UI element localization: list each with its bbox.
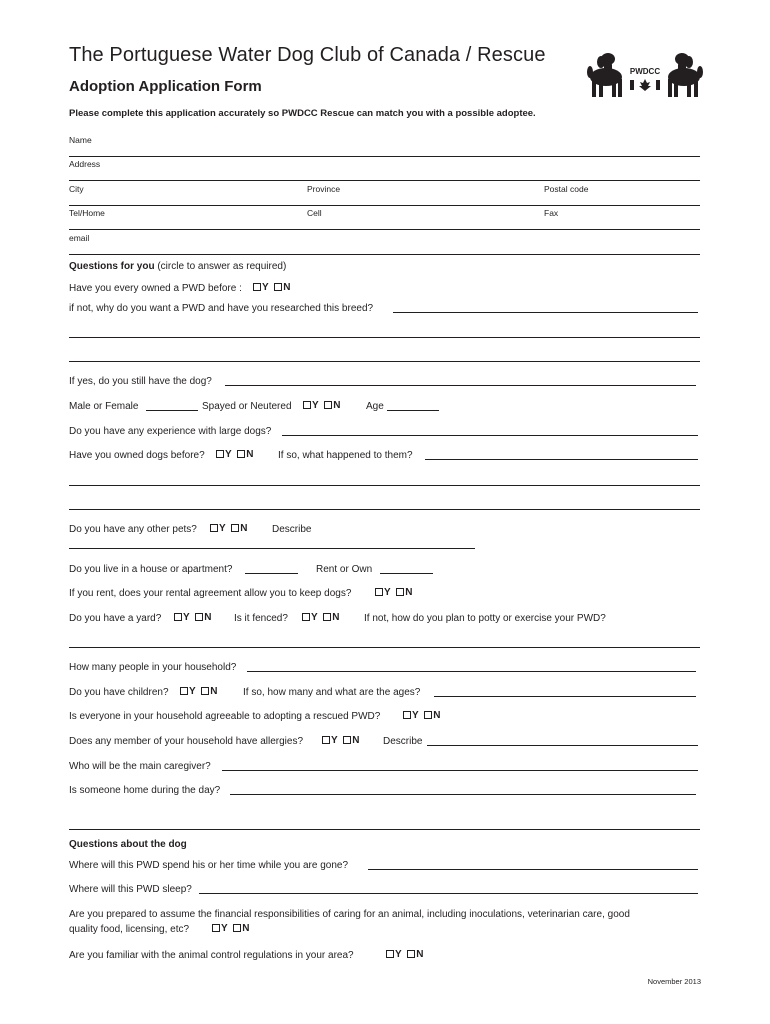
city-province-postal-row[interactable] [69, 182, 700, 206]
allergies-yn[interactable]: Y N [322, 735, 359, 746]
q-age: Age [366, 401, 384, 412]
q-potty: If not, how do you plan to potty or exercise your PWD? [364, 613, 606, 624]
answer-line[interactable] [69, 647, 700, 648]
yard-no-checkbox[interactable] [195, 613, 203, 621]
male-female-line[interactable] [146, 401, 198, 411]
owned-before-yes-checkbox[interactable] [216, 450, 224, 458]
owned-pwd-no-checkbox[interactable] [274, 283, 282, 291]
q-financial-line-1: Are you prepared to assume the financial responsibilities of caring for an animal, including inoculations, veterinarian care, good [69, 909, 630, 920]
q-male-female: Male or Female [69, 401, 139, 412]
regulations-yn[interactable]: Y N [386, 949, 423, 960]
other-pets-yn[interactable]: Y N [210, 523, 247, 534]
pets-describe-line[interactable] [69, 539, 475, 549]
q-large-dogs: Do you have any experience with large dogs? [69, 426, 272, 437]
agreeable-no-checkbox[interactable] [424, 711, 432, 719]
spayed-yes-checkbox[interactable] [303, 401, 311, 409]
q-fenced: Is it fenced? [234, 613, 288, 624]
allergies-yes-checkbox[interactable] [322, 736, 330, 744]
q-sleep: Where will this PWD sleep? [69, 884, 192, 895]
allergies-no-checkbox[interactable] [343, 736, 351, 744]
rental-no-checkbox[interactable] [396, 588, 404, 596]
pwdcc-logo [586, 50, 704, 100]
rental-agreement-yn[interactable]: Y N [375, 587, 412, 598]
spend-time-line[interactable] [368, 860, 698, 870]
q-home-day: Is someone home during the day? [69, 785, 221, 796]
owned-pwd-yes-checkbox[interactable] [253, 283, 261, 291]
household-people-line[interactable] [247, 662, 696, 672]
q-spayed: Spayed or Neutered [202, 401, 292, 412]
q-rental-agreement: If you rent, does your rental agreement allow you to keep dogs? [69, 588, 352, 599]
q-other-pets: Do you have any other pets? [69, 524, 197, 535]
other-pets-yes-checkbox[interactable] [210, 524, 218, 532]
footer-date: November 2013 [647, 977, 701, 986]
financial-yn[interactable]: Y N [212, 923, 249, 934]
children-ages-line[interactable] [434, 687, 696, 697]
section-dog-heading [69, 839, 187, 850]
children-yn[interactable]: Y N [180, 686, 217, 697]
email-field[interactable] [69, 231, 700, 255]
postal-code-label: Postal code [544, 184, 589, 194]
q-why-pwd: if not, why do you want a PWD and have you researched this breed? [69, 303, 374, 314]
agreeable-yn[interactable]: Y N [403, 710, 440, 721]
agreeable-yes-checkbox[interactable] [403, 711, 411, 719]
form-subtitle: Adoption Application Form [69, 78, 262, 95]
q-owned-pwd: Have you every owned a PWD before : [69, 283, 242, 294]
tel-home-label: Tel/Home [69, 208, 105, 218]
why-pwd-line[interactable] [393, 303, 698, 313]
owned-pwd-yn[interactable]: Y N [253, 282, 290, 293]
section-you-note: (circle to answer as required) [157, 261, 287, 272]
section-you-title: Questions for you [69, 261, 155, 272]
regulations-no-checkbox[interactable] [407, 950, 415, 958]
q-caregiver: Who will be the main caregiver? [69, 761, 211, 772]
q-agreeable: Is everyone in your household agreeable to adopting a rescued PWD? [69, 711, 381, 722]
q-spend-time: Where will this PWD spend his or her time while you are gone? [69, 860, 349, 871]
q-allergies: Does any member of your household have allergies? [69, 736, 304, 747]
owned-before-yn[interactable]: Y N [216, 449, 253, 460]
q-household-people: How many people in your household? [69, 662, 237, 673]
name-field[interactable] [69, 133, 700, 157]
answer-line[interactable] [69, 361, 700, 362]
fenced-no-checkbox[interactable] [323, 613, 331, 621]
spayed-yn[interactable]: Y N [303, 400, 340, 411]
section-divider [69, 829, 700, 830]
form-title: The Portuguese Water Dog Club of Canada / Rescue [69, 44, 546, 66]
city-label: City [69, 184, 84, 194]
allergies-describe-line[interactable] [427, 736, 698, 746]
caregiver-line[interactable] [222, 761, 698, 771]
what-happened-line[interactable] [425, 450, 698, 460]
spayed-no-checkbox[interactable] [324, 401, 332, 409]
province-label: Province [307, 184, 341, 194]
sleep-line[interactable] [199, 884, 698, 894]
answer-line[interactable] [69, 509, 700, 510]
q-allergies-describe: Describe [383, 736, 423, 747]
q-house-apt: Do you live in a house or apartment? [69, 564, 233, 575]
home-day-line[interactable] [230, 785, 696, 795]
answer-line[interactable] [69, 337, 700, 338]
yard-yn[interactable]: Y N [174, 612, 211, 623]
rent-own-line[interactable] [380, 564, 433, 574]
address-field[interactable] [69, 157, 700, 181]
q-regulations: Are you familiar with the animal control regulations in your area? [69, 950, 354, 961]
still-have-line[interactable] [225, 376, 696, 386]
section-dog-title: Questions about the dog [69, 839, 187, 850]
age-line[interactable] [387, 401, 439, 411]
q-financial-line-2: quality food, licensing, etc? [69, 924, 190, 935]
fenced-yes-checkbox[interactable] [302, 613, 310, 621]
other-pets-no-checkbox[interactable] [231, 524, 239, 532]
children-yes-checkbox[interactable] [180, 687, 188, 695]
large-dogs-line[interactable] [282, 426, 698, 436]
name-label: Name [69, 135, 92, 145]
q-children: Do you have children? [69, 687, 169, 698]
owned-before-no-checkbox[interactable] [237, 450, 245, 458]
q-children-ages: If so, how many and what are the ages? [243, 687, 421, 698]
section-you-heading [69, 261, 286, 272]
q-what-happened: If so, what happened to them? [278, 450, 413, 461]
financial-no-checkbox[interactable] [233, 924, 241, 932]
q-still-have: If yes, do you still have the dog? [69, 376, 212, 387]
cell-label: Cell [307, 208, 322, 218]
regulations-yes-checkbox[interactable] [386, 950, 394, 958]
fenced-yn[interactable]: Y N [302, 612, 339, 623]
q-owned-before: Have you owned dogs before? [69, 450, 205, 461]
address-label: Address [69, 159, 101, 169]
fax-label: Fax [544, 208, 559, 218]
yard-yes-checkbox[interactable] [174, 613, 182, 621]
financial-yes-checkbox[interactable] [212, 924, 220, 932]
house-apt-line[interactable] [245, 564, 298, 574]
q-yard: Do you have a yard? [69, 613, 162, 624]
phone-row[interactable] [69, 206, 700, 230]
logo-text: PWDCC [629, 67, 661, 76]
q-pets-describe: Describe [272, 524, 312, 535]
children-no-checkbox[interactable] [201, 687, 209, 695]
answer-line[interactable] [69, 485, 700, 486]
email-label: email [69, 233, 90, 243]
form-instructions: Please complete this application accurately so PWDCC Rescue can match you with a possible adoptee. [69, 108, 536, 119]
rental-yes-checkbox[interactable] [375, 588, 383, 596]
q-rent-own: Rent or Own [316, 564, 373, 575]
